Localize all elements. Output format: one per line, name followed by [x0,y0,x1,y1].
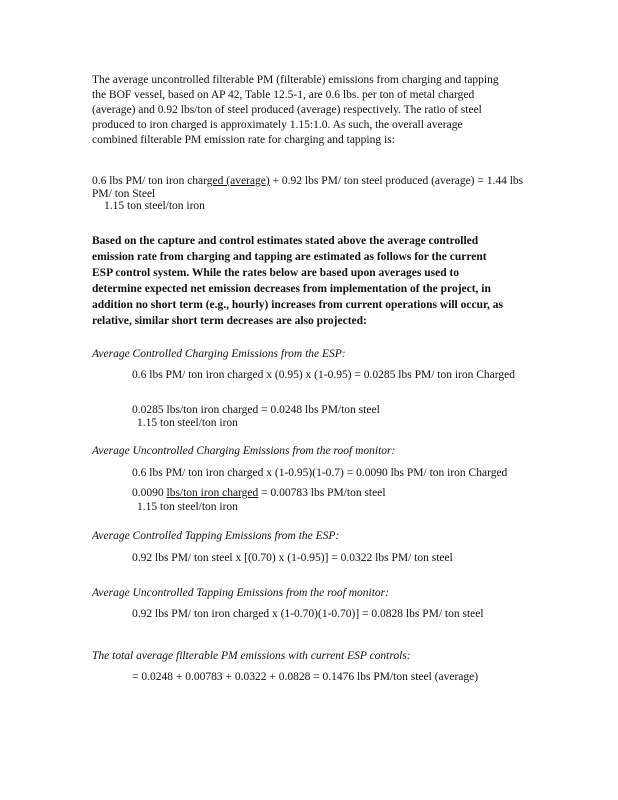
bold-line: ESP control system. While the rates below are based upon averages used to [92,267,460,279]
eq-text: = 0.00783 lbs PM/ton steel [258,487,386,499]
section-heading: The total average filterable PM emissions with current ESP controls: [92,650,411,662]
intro-line: combined filterable PM emission rate for charging and tapping is: [92,134,395,146]
fraction-numerator [132,486,386,500]
equation: 0.6 lbs PM/ ton iron charged x (0.95) x (1-0.95) = 0.0285 lbs PM/ ton iron Charged [132,369,515,381]
fraction-denominator: 1.15 ton steel/ton iron [137,501,238,513]
equation: 0.6 lbs PM/ ton iron charged x (1-0.95)(1-0.7) = 0.0090 lbs PM/ ton iron Charged [132,467,508,479]
bold-line: emission rate from charging and tapping are estimated as follows for the current [92,251,487,263]
intro-line: produced to iron charged is approximately 1.15:1.0. As such, the overall average [92,119,463,131]
bold-line: addition no short term (e.g., hourly) increases from current operations will occur, as [92,299,503,311]
combined-equation [92,174,523,188]
eq-text: + 0.92 lbs PM/ ton steel produced (average) = 1.44 lbs [269,175,524,187]
bold-line: relative, similar short term decreases are also projected: [92,315,367,327]
section-heading: Average Uncontrolled Tapping Emissions from the roof monitor: [92,587,389,599]
bold-line: Based on the capture and control estimates stated above the average controlled [92,235,479,247]
equation: 0.92 lbs PM/ ton iron charged x (1-0.70)(1-0.70)] = 0.0828 lbs PM/ ton steel [132,608,484,620]
equation: 0.92 lbs PM/ ton steel x [(0.70) x (1-0.95)] = 0.0322 lbs PM/ ton steel [132,552,453,564]
intro-line: (average) and 0.92 lbs/ton of steel produced (average) respectively. The ratio of steel [92,104,482,116]
section-heading: Average Controlled Charging Emissions from the ESP: [92,348,346,360]
fraction-denominator: 1.15 ton steel/ton iron [137,417,238,429]
equation: = 0.0248 + 0.00783 + 0.0322 + 0.0828 = 0.1476 lbs PM/ton steel (average) [132,671,479,683]
eq-text-underlined: lbs/ton iron charged [166,487,259,499]
section-heading: Average Controlled Tapping Emissions from the ESP: [92,530,340,542]
eq-text: 0.6 lbs PM/ ton iron char [92,175,207,187]
fraction-numerator: 0.0285 lbs/ton iron charged = 0.0248 lbs PM/ton steel [132,404,380,416]
bold-line: determine expected net emission decreases from implementation of the project, in [92,283,491,295]
intro-line: the BOF vessel, based on AP 42, Table 12.5-1, are 0.6 lbs. per ton of metal charged [92,89,475,101]
eq-text: 0.0090 [132,487,167,499]
combined-equation-line2: PM/ ton Steel [92,188,156,200]
eq-text-underlined: ged (average) [206,175,270,187]
section-heading: Average Uncontrolled Charging Emissions from the roof monitor: [92,445,396,457]
combined-denominator: 1.15 ton steel/ton iron [104,200,205,212]
intro-line: The average uncontrolled filterable PM (filterable) emissions from charging and tapping [92,74,499,86]
